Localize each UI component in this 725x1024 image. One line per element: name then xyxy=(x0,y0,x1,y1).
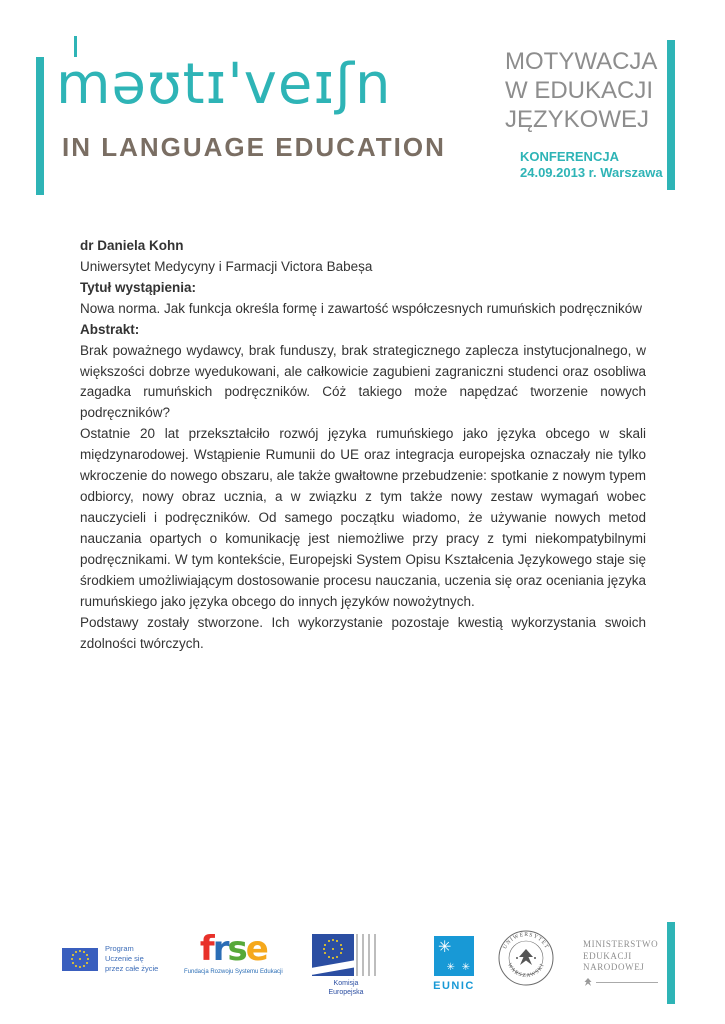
uw-eagle-icon xyxy=(519,949,533,965)
eu-programme-caption-line-3: przez całe życie xyxy=(105,964,159,974)
eu-programme-caption xyxy=(105,944,158,974)
conference-date: 24.09.2013 r. Warszawa xyxy=(520,165,663,180)
eunic-emblem-icon xyxy=(434,936,474,976)
men-line-3: NARODOWEJ xyxy=(583,962,645,973)
men-line-1: MINISTERSTWO xyxy=(583,939,659,949)
frse-letter-r: r xyxy=(212,929,228,969)
ec-flag-icon xyxy=(312,934,354,976)
abstract-paragraph-3: Podstawy zostały stworzone. Ich wykorzystanie pozostaje kwestią wykorzystania swoich zdolności twórczych. xyxy=(80,614,646,651)
eu-flag-icon xyxy=(62,948,98,971)
men-line-2: EDUKACJI xyxy=(583,950,632,961)
ec-caption xyxy=(312,979,380,997)
author-name: dr Daniela Kohn xyxy=(80,238,184,253)
men-divider-line xyxy=(596,982,658,983)
conference-title-line-2: W EDUKACJI xyxy=(505,76,654,104)
eunic-logo xyxy=(431,936,477,992)
conference-title-line-3: JĘZYKOWEJ xyxy=(505,105,650,133)
ec-caption-line-1: Komisja xyxy=(333,980,359,987)
abstract-label: Abstrakt: xyxy=(80,321,140,337)
talk-title: Nowa norma. Jak funkcja określa formę i zawartość współczesnych rumuńskich podręczników xyxy=(80,300,642,316)
eu-programme-caption-line-1: Program xyxy=(105,944,134,953)
logo-subtitle: IN LANGUAGE EDUCATION xyxy=(62,132,446,162)
uw-seal-icon xyxy=(497,929,555,987)
men-eagle-icon xyxy=(583,978,593,987)
frse-letter-f: f xyxy=(199,929,213,969)
frse-caption: Fundacja Rozwoju Systemu Edukacji xyxy=(184,969,283,975)
conference-label: KONFERENCJA xyxy=(520,149,619,164)
frse-logo xyxy=(184,929,283,975)
teal-bar-bottom-right xyxy=(667,922,675,1004)
european-commission-logo xyxy=(312,934,380,997)
svg-text:WARSZAWSKI xyxy=(506,962,546,979)
abstract-paragraph-2: Ostatnie 20 lat przekształciło rozwój języka rumuńskiego jako języka obcego w skali międzynarodowej. Wstąpienie Rumunii do UE oraz integracja europejska oznaczały nie tylko wkroczenie do nowego obszaru, ale także gwałtowne przebudzenie: spotkanie z nowym typem odbiorcy, nowy obraz ucznia, a w związku z tym także nowy zestaw wymagań wobec nauczycieli i podręczników. Od samego początku wiadomo, że używanie nowych metod nauczania opartych o komunikację jest niemożliwe przy pracy z tymi niekompatybilnymi podręcznikami. W tym kontekście, Europejski System Opisu Kształcenia Językowego staje się środkiem umożliwiającym dostosowanie procesu nauczania, uczenia się oraz oceniania języka rumuńskiego jako języka obcego do innych języków nowożytnych. xyxy=(80,426,646,609)
frse-letter-e: e xyxy=(245,929,267,969)
talk-title-label: Tytuł wystąpienia: xyxy=(80,279,197,295)
uw-seal-text-bottom: WARSZAWSKI xyxy=(506,962,546,980)
abstract-body xyxy=(80,236,646,654)
eunic-wordmark: EUNIC xyxy=(433,980,475,992)
author-affiliation: Uniwersytet Medycyny i Farmacji Victora Babeșa xyxy=(80,258,373,274)
abstract-paragraph-1: Brak poważnego wydawcy, brak funduszy, brak strategicznego zaplecza instytucjonalnego, w większości dobrze wyedukowani, ale całkowicie zagubieni zagraniczni studenci oraz osobliwa zagadka rumuńskich podręczników. Cóż takiego może napędzać tworzenie nowych podręczników? xyxy=(80,342,646,421)
eu-programme-caption-line-2: Uczenie się xyxy=(105,954,144,964)
university-of-warsaw-seal xyxy=(497,929,555,992)
men-rule xyxy=(583,978,658,987)
frse-wordmark xyxy=(184,929,283,969)
european-commission-emblem xyxy=(312,934,380,976)
ec-building-stripes xyxy=(356,934,380,976)
ec-stars-circle xyxy=(332,948,334,950)
ec-caption-line-2: Europejska xyxy=(328,989,364,997)
teal-bar-right xyxy=(667,40,675,190)
frse-letter-s: s xyxy=(227,929,246,969)
conference-title-line-1: MOTYWACJA xyxy=(505,48,658,75)
conference-title xyxy=(505,48,657,134)
eu-lifelong-learning-programme-logo xyxy=(62,944,158,974)
uw-seal-text-top: UNIWERSYTET xyxy=(502,931,550,951)
ministry-of-education-logo xyxy=(583,939,658,987)
teal-bar-left xyxy=(36,57,44,195)
eu-stars-circle xyxy=(79,958,81,960)
motiveishn-logo-wordmark: məʊtɪ'veɪʃn xyxy=(56,52,392,117)
